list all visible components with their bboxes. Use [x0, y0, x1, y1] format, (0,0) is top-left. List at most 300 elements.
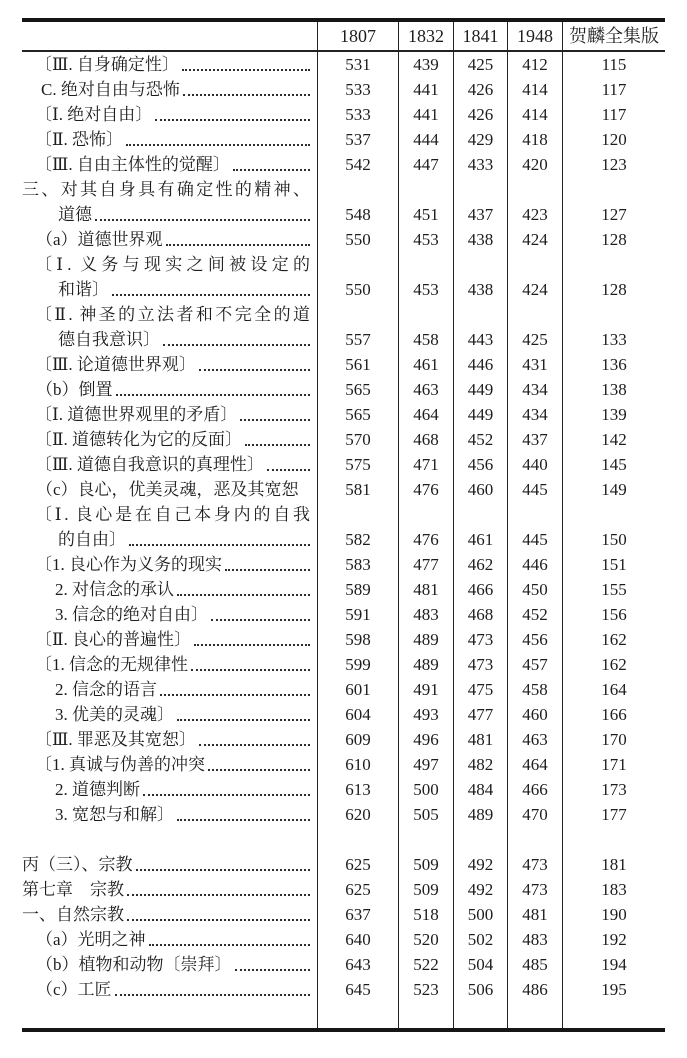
- page-number-cell: [562, 777, 665, 802]
- dot-leader: [235, 952, 311, 971]
- page-number: 441: [413, 80, 439, 99]
- dot-leader: [126, 127, 310, 146]
- page-number-cell: [398, 952, 453, 977]
- page-number: 537: [345, 130, 371, 149]
- entry-title-text: 2. 信念的语言: [55, 680, 157, 699]
- page-number-cell: [507, 452, 562, 477]
- dot-leader: [233, 152, 310, 171]
- page-number-cell: [562, 452, 665, 477]
- page-number-cell: [562, 602, 665, 627]
- page-number-cell: [398, 377, 453, 402]
- page-number: 149: [601, 480, 627, 499]
- entry-title: [22, 502, 317, 552]
- page-number-cell: [317, 452, 398, 477]
- page-number-cell: [453, 177, 507, 227]
- page-number-cell: [317, 752, 398, 777]
- page-number-cell: [507, 752, 562, 777]
- page-number: 489: [413, 630, 439, 649]
- page-number: 424: [522, 280, 548, 299]
- table-row: [22, 177, 665, 227]
- dot-leader: [149, 927, 310, 946]
- page-number: 582: [345, 530, 371, 549]
- page-number-cell: [317, 252, 398, 302]
- page-number-cell: [507, 302, 562, 352]
- entry-title-line: [22, 627, 311, 652]
- page-number-cell: [398, 702, 453, 727]
- page-number-cell: [453, 577, 507, 602]
- entry-title: [22, 377, 317, 402]
- table-row: [22, 102, 665, 127]
- dot-leader: [116, 377, 311, 396]
- dot-leader: [160, 677, 310, 696]
- page-number: 505: [413, 805, 439, 824]
- page-number: 438: [467, 230, 494, 249]
- page-number: 128: [601, 280, 627, 299]
- entry-title-line: [22, 702, 311, 727]
- page-number: 466: [467, 580, 494, 599]
- entry-title-line: [22, 802, 311, 827]
- page-number-cell: [398, 452, 453, 477]
- page-number: 643: [345, 955, 371, 974]
- page-number: 531: [345, 55, 371, 74]
- page-number: 449: [467, 380, 494, 399]
- dot-leader: [211, 602, 310, 621]
- entry-title: [22, 452, 317, 477]
- bottom-spacer-row: [22, 1002, 665, 1028]
- page-number-cell: [317, 52, 398, 77]
- entry-title-line: [22, 752, 311, 777]
- page-number: 192: [601, 930, 627, 949]
- entry-title-line: [22, 452, 311, 477]
- entry-title-text: 〔1. 真诚与伪善的冲突: [35, 755, 205, 774]
- entry-title: [22, 102, 317, 127]
- page-number-cell: [398, 977, 453, 1002]
- page-number-cell: [562, 902, 665, 927]
- page-number-cell: [562, 952, 665, 977]
- header-cell-edition-1948: 1948: [507, 22, 562, 50]
- entry-title-text: 和谐〕: [58, 280, 109, 299]
- entry-title-text: 〔Ⅲ. 论道德世界观〕: [35, 355, 196, 374]
- table-row: [22, 427, 665, 452]
- page-number: 438: [467, 280, 494, 299]
- entry-title-line: [22, 402, 311, 427]
- spacer-cell: [507, 1002, 562, 1028]
- page-number: 117: [601, 80, 627, 99]
- dot-leader: [95, 202, 310, 221]
- page-number-cell: [398, 602, 453, 627]
- entry-title: [22, 702, 317, 727]
- dot-leader: [143, 777, 310, 796]
- page-number: 128: [601, 230, 627, 249]
- page-number: 456: [522, 630, 548, 649]
- table-row: [22, 927, 665, 952]
- entry-title-text: （a）道德世界观: [36, 230, 163, 249]
- page-number: 492: [467, 880, 494, 899]
- entry-title: [22, 577, 317, 602]
- page-number-cell: [317, 652, 398, 677]
- page-number: 434: [522, 405, 548, 424]
- page-number: 447: [413, 155, 439, 174]
- entry-title-line: [22, 977, 311, 1002]
- page-number-cell: [398, 152, 453, 177]
- page-number-cell: [453, 452, 507, 477]
- entry-title-text: 〔Ⅱ. 良心的普遍性〕: [35, 630, 192, 649]
- entry-title-line: [22, 577, 311, 602]
- page-number: 117: [601, 105, 627, 124]
- page-number: 481: [467, 730, 494, 749]
- page-number-cell: [317, 777, 398, 802]
- page-number-cell: [398, 652, 453, 677]
- entry-title-line: [22, 102, 311, 127]
- page-number-cell: [507, 352, 562, 377]
- page-number: 443: [467, 330, 494, 349]
- page-number: 424: [522, 230, 548, 249]
- page-number-cell: [398, 727, 453, 752]
- table-row: [22, 852, 665, 877]
- page-number: 506: [467, 980, 494, 999]
- page-number: 620: [345, 805, 371, 824]
- page-number-cell: [317, 577, 398, 602]
- table-row: [22, 902, 665, 927]
- page-number: 166: [601, 705, 627, 724]
- dot-leader: [166, 227, 310, 246]
- entry-title-line: [22, 127, 311, 152]
- page-number: 523: [413, 980, 439, 999]
- empty-title-cell: [22, 827, 317, 852]
- entry-title: [22, 127, 317, 152]
- page-number-cell: [453, 902, 507, 927]
- page-number: 493: [413, 705, 439, 724]
- header-cell-edition-helin: 贺麟全集版: [562, 22, 665, 50]
- page-number-cell: [562, 627, 665, 652]
- page-number-cell: [453, 102, 507, 127]
- page-number: 136: [601, 355, 627, 374]
- dot-leader: [245, 427, 310, 446]
- page-number-cell: [317, 602, 398, 627]
- page-number: 502: [467, 930, 494, 949]
- entry-title-text: 〔1. 信念的无规律性: [35, 655, 188, 674]
- page-number-cell: [507, 677, 562, 702]
- page-number: 485: [522, 955, 548, 974]
- page-number-cell: [317, 102, 398, 127]
- page-number-cell: [317, 77, 398, 102]
- page-number: 433: [467, 155, 494, 174]
- entry-title: [22, 252, 317, 302]
- dot-leader: [182, 52, 310, 71]
- page-number-cell: [507, 377, 562, 402]
- page-number-cell: [453, 777, 507, 802]
- entry-title: [22, 927, 317, 952]
- page-number-cell: [317, 377, 398, 402]
- table-row: [22, 377, 665, 402]
- page-number: 127: [601, 205, 627, 224]
- entry-title-line: [22, 52, 311, 77]
- page-number: 468: [467, 605, 494, 624]
- page-number: 509: [413, 880, 439, 899]
- entry-title-text: 〔Ⅰ. 绝对自由〕: [35, 105, 153, 124]
- page-number-cell: [453, 152, 507, 177]
- page-number-cell: [317, 977, 398, 1002]
- page-number: 489: [467, 805, 494, 824]
- entry-title-line: [22, 552, 311, 577]
- page-number-cell: [507, 802, 562, 827]
- entry-title-line: [22, 227, 311, 252]
- page-number-cell: [562, 77, 665, 102]
- page-number: 441: [413, 105, 439, 124]
- page-number: 437: [467, 205, 494, 224]
- page-number-cell: [398, 77, 453, 102]
- page-number: 177: [601, 805, 627, 824]
- page-number-cell: [507, 602, 562, 627]
- page-number-cell: [317, 177, 398, 227]
- blank-row: [22, 827, 665, 852]
- entry-title-text: 〔Ⅱ. 道德转化为它的反面〕: [35, 430, 243, 449]
- dot-leader: [155, 102, 310, 121]
- page-number-cell: [453, 502, 507, 552]
- entry-title-text: 〔Ⅲ. 自身确定性〕: [35, 55, 179, 74]
- page-number-cell: [562, 302, 665, 352]
- entry-title-line: [22, 952, 311, 977]
- page-number: 460: [467, 480, 494, 499]
- dot-leader: [136, 852, 311, 871]
- page-number: 604: [345, 705, 371, 724]
- concordance-table: [22, 18, 665, 1032]
- page-number-cell: [398, 877, 453, 902]
- page-number-cell: [562, 802, 665, 827]
- page-number-cell: [453, 702, 507, 727]
- dot-leader: [240, 402, 310, 421]
- entry-title-line: 〔Ⅰ. 良心是在自己本身内的自我: [35, 505, 310, 524]
- dot-leader: [191, 652, 310, 671]
- page-number-cell: [562, 877, 665, 902]
- empty-page-cell: [398, 827, 453, 852]
- page-number-cell: [507, 227, 562, 252]
- page-number: 473: [467, 630, 494, 649]
- page-number-cell: [317, 802, 398, 827]
- dot-leader: [208, 752, 310, 771]
- page-number: 476: [413, 480, 439, 499]
- page-number: 190: [601, 905, 627, 924]
- entry-title: [22, 52, 317, 77]
- entry-title-text: 〔Ⅰ. 道德世界观里的矛盾〕: [35, 405, 238, 424]
- page-number-cell: [507, 777, 562, 802]
- entry-title: [22, 77, 317, 102]
- page-number-cell: [453, 552, 507, 577]
- table-row: [22, 452, 665, 477]
- page-number: 583: [345, 555, 371, 574]
- entry-title-line: [22, 352, 311, 377]
- page-number: 194: [601, 955, 627, 974]
- entry-title-text: 2. 对信念的承认: [55, 580, 174, 599]
- page-number-cell: [453, 52, 507, 77]
- entry-title-line: [22, 677, 311, 702]
- page-number-cell: [398, 752, 453, 777]
- page-number-cell: [398, 127, 453, 152]
- header-cell-edition-1807: 1807: [317, 22, 398, 50]
- page-number-cell: [453, 377, 507, 402]
- page-number-cell: [317, 502, 398, 552]
- page-number-cell: [317, 677, 398, 702]
- page-number-cell: [317, 927, 398, 952]
- page-number: 414: [522, 105, 548, 124]
- page-number: 483: [522, 930, 548, 949]
- page-number-cell: [398, 802, 453, 827]
- entry-title-text: C. 绝对自由与恐怖: [41, 80, 180, 99]
- page-number: 155: [601, 580, 627, 599]
- entry-title: [22, 552, 317, 577]
- page-number: 645: [345, 980, 371, 999]
- page-number: 437: [522, 430, 548, 449]
- table-row: [22, 152, 665, 177]
- page-number: 439: [413, 55, 439, 74]
- table-row: [22, 752, 665, 777]
- spacer-cell: [317, 1002, 398, 1028]
- page-number-cell: [507, 177, 562, 227]
- table-body: [22, 52, 665, 1002]
- page-number-cell: [562, 852, 665, 877]
- spacer-cell: [562, 1002, 665, 1028]
- page-number-cell: [453, 927, 507, 952]
- page-number-cell: [562, 152, 665, 177]
- entry-title-text: 3. 优美的灵魂〕: [55, 705, 174, 724]
- entry-title-line: [22, 427, 311, 452]
- page-number-cell: [507, 52, 562, 77]
- page-number-cell: [398, 927, 453, 952]
- entry-title-text: 的自由〕: [58, 530, 126, 549]
- entry-title-text: 一、自然宗教: [22, 905, 124, 924]
- page-number: 522: [413, 955, 439, 974]
- entry-title-line: 三、对其自身具有确定性的精神、: [22, 180, 310, 199]
- page-number-cell: [398, 352, 453, 377]
- page-number: 420: [522, 155, 548, 174]
- page-number: 473: [467, 655, 494, 674]
- page-number: 426: [467, 80, 494, 99]
- dot-leader: [127, 877, 310, 896]
- page-number-cell: [453, 802, 507, 827]
- dot-leader: [183, 77, 310, 96]
- page-number-cell: [398, 252, 453, 302]
- entry-title: [22, 152, 317, 177]
- entry-title-line: [22, 152, 311, 177]
- page-number: 565: [345, 405, 371, 424]
- table-row: [22, 777, 665, 802]
- page-number: 550: [345, 280, 371, 299]
- page-number: 486: [522, 980, 548, 999]
- page-number-cell: [507, 852, 562, 877]
- spacer-cell: [22, 1002, 317, 1028]
- page-number: 423: [522, 205, 548, 224]
- entry-title-line: [22, 77, 311, 102]
- page-number-cell: [507, 902, 562, 927]
- page-number-cell: [398, 477, 453, 502]
- empty-page-cell: [453, 827, 507, 852]
- page-number: 533: [345, 80, 371, 99]
- page-number: 456: [467, 455, 494, 474]
- dot-leader: [267, 452, 310, 471]
- page-number: 183: [601, 880, 627, 899]
- page-number: 476: [413, 530, 439, 549]
- spacer-cell: [398, 1002, 453, 1028]
- entry-title: [22, 352, 317, 377]
- page-number-cell: [507, 252, 562, 302]
- dot-leader: [177, 577, 310, 596]
- page-number: 440: [522, 455, 548, 474]
- entry-title-line: [22, 327, 311, 352]
- dot-leader: [177, 702, 310, 721]
- page-number-cell: [398, 627, 453, 652]
- page-number: 461: [467, 530, 494, 549]
- entry-title-line: [22, 477, 311, 502]
- table-row: [22, 402, 665, 427]
- page-number-cell: [317, 902, 398, 927]
- page-number-cell: [453, 652, 507, 677]
- page-number-cell: [562, 977, 665, 1002]
- page-number: 162: [601, 655, 627, 674]
- page-number-cell: [453, 302, 507, 352]
- entry-title: [22, 852, 317, 877]
- entry-title-text: （b）植物和动物〔崇拜〕: [36, 955, 232, 974]
- page-number-cell: [398, 502, 453, 552]
- entry-title-text: （b）倒置: [36, 380, 113, 399]
- page-number-cell: [317, 627, 398, 652]
- page-number-cell: [317, 702, 398, 727]
- page-number-cell: [453, 252, 507, 302]
- page-number: 591: [345, 605, 371, 624]
- page-number: 520: [413, 930, 439, 949]
- page-number: 115: [601, 55, 627, 74]
- entry-title-text: 道德: [58, 205, 92, 224]
- page-number-cell: [562, 52, 665, 77]
- page-number-cell: [507, 702, 562, 727]
- page-number: 598: [345, 630, 371, 649]
- page-number-cell: [507, 552, 562, 577]
- page-number: 609: [345, 730, 371, 749]
- entry-title-text: 2. 道德判断: [55, 780, 140, 799]
- page-number: 625: [345, 855, 371, 874]
- page-number-cell: [562, 927, 665, 952]
- page-number-cell: [317, 127, 398, 152]
- page-number: 164: [601, 680, 627, 699]
- page-number: 450: [522, 580, 548, 599]
- empty-page-cell: [317, 827, 398, 852]
- page-number-cell: [562, 752, 665, 777]
- table-row: [22, 502, 665, 552]
- page-number: 497: [413, 755, 439, 774]
- entry-title: [22, 802, 317, 827]
- page-number: 466: [522, 780, 548, 799]
- entry-title: [22, 902, 317, 927]
- page-number-cell: [453, 227, 507, 252]
- page-number: 500: [413, 780, 439, 799]
- page-number-cell: [317, 352, 398, 377]
- entry-title-text: 第七章 宗教: [22, 880, 124, 899]
- page-number: 156: [601, 605, 627, 624]
- page-number: 458: [522, 680, 548, 699]
- page-number: 170: [601, 730, 627, 749]
- empty-page-cell: [507, 827, 562, 852]
- page-number-cell: [507, 652, 562, 677]
- page-number: 445: [522, 530, 548, 549]
- page-number: 481: [522, 905, 548, 924]
- empty-page-cell: [562, 827, 665, 852]
- dot-leader: [163, 327, 310, 346]
- page-number-cell: [562, 427, 665, 452]
- entry-title-line: [22, 877, 311, 902]
- table-row: [22, 577, 665, 602]
- page-number: 581: [345, 480, 371, 499]
- spacer-cell: [453, 1002, 507, 1028]
- page-number: 462: [467, 555, 494, 574]
